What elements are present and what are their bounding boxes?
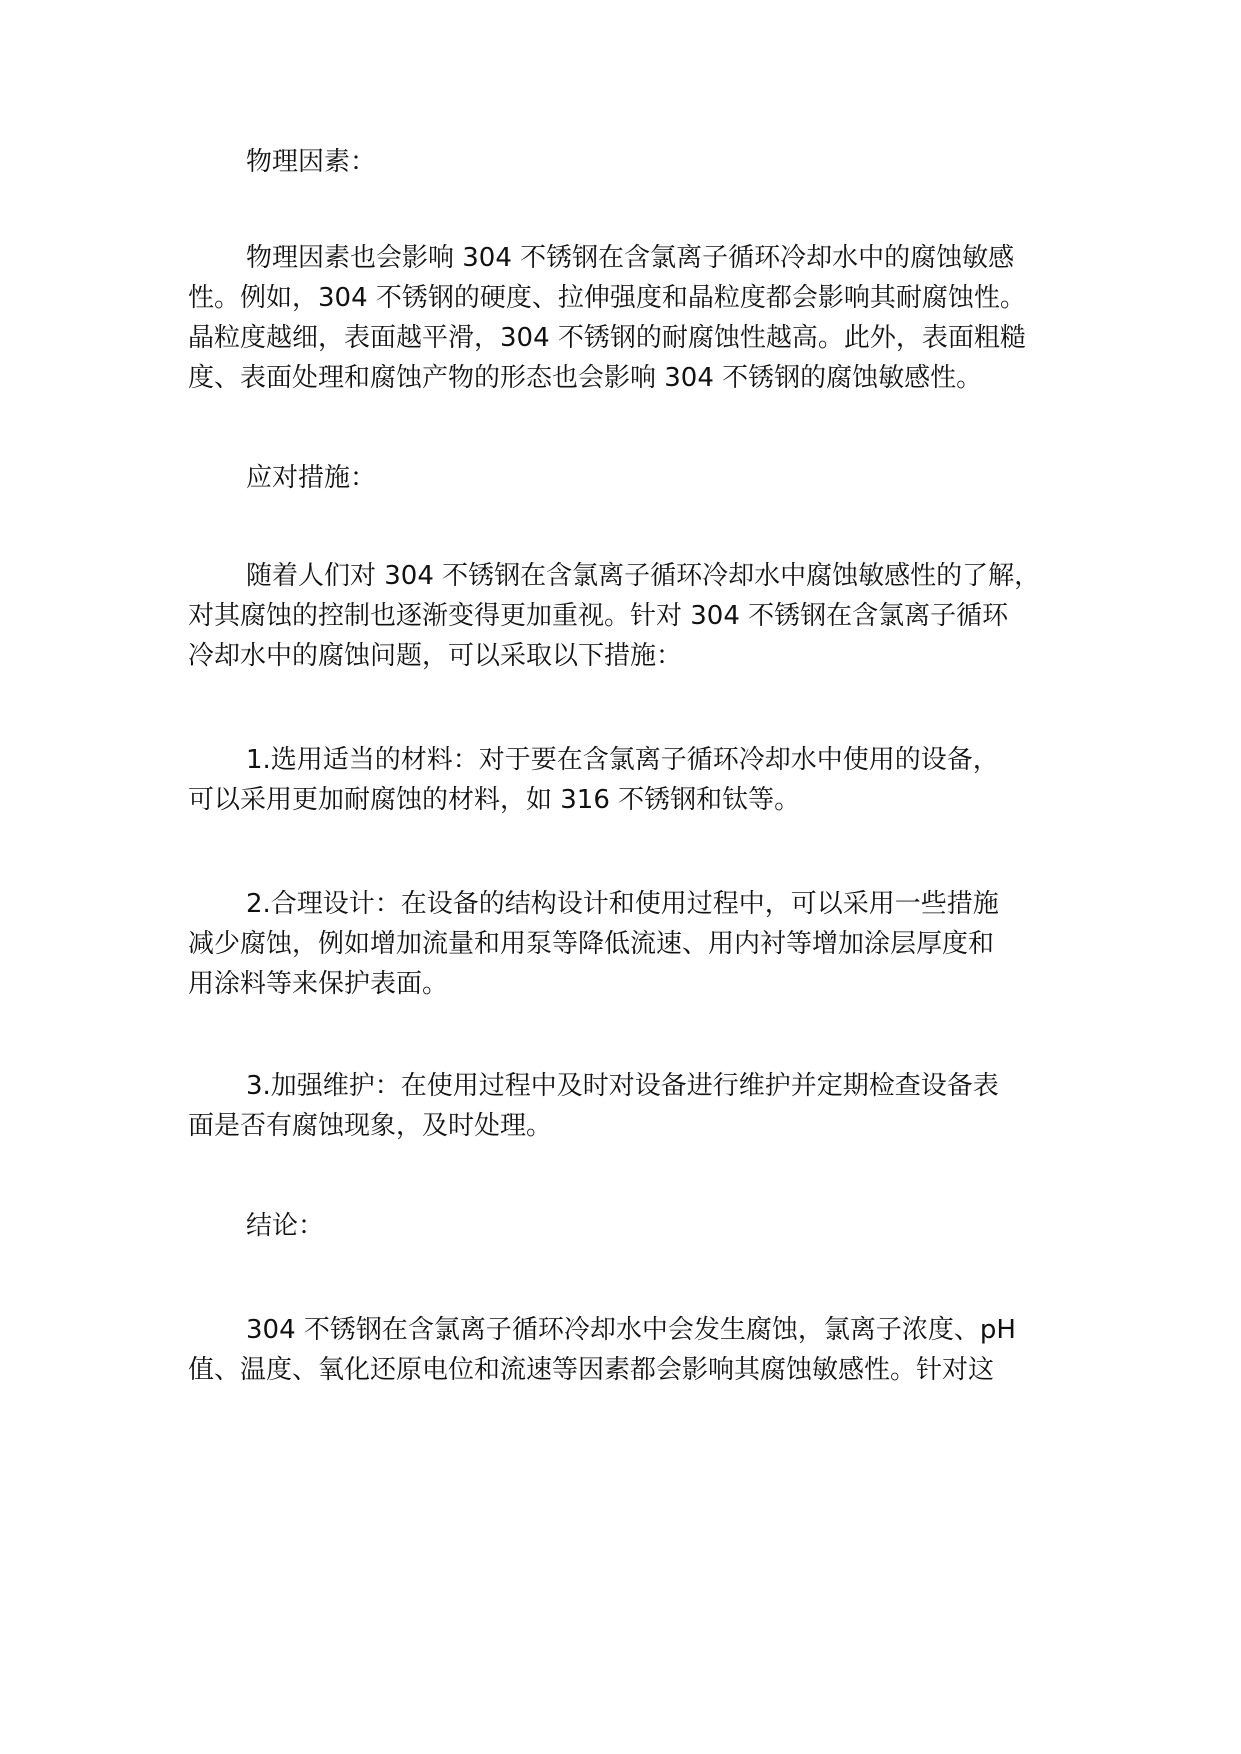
paragraph-line: 减少腐蚀，例如增加流量和用泵等降低流速、用内衬等增加涂层厚度和 — [188, 929, 995, 959]
heading-physical-factors — [188, 142, 1088, 182]
list-item-maintenance — [188, 1066, 1088, 1146]
paragraph-line: 值、温度、氧化还原电位和流速等因素都会影响其腐蚀敏感性。针对这 — [188, 1355, 995, 1385]
paragraph-line: 晶粒度越细，表面越平滑，304 不锈钢的耐腐蚀性越高。此外，表面粗糙 — [188, 323, 1026, 353]
paragraph-line: 随着人们对 304 不锈钢在含氯离子循环冷却水中腐蚀敏感性的了解， — [246, 561, 1041, 591]
heading-conclusion — [188, 1206, 1088, 1246]
paragraph-line: 应对措施： — [246, 463, 377, 493]
paragraph-line: 性。例如，304 不锈钢的硬度、拉伸强度和晶粒度都会影响其耐腐蚀性。 — [188, 283, 1026, 313]
paragraph-line: 冷却水中的腐蚀问题，可以采取以下措施： — [188, 641, 683, 671]
paragraph-line: 用涂料等来保护表面。 — [188, 969, 449, 999]
paragraph-line: 3.加强维护：在使用过程中及时对设备进行维护并定期检查设备表 — [246, 1071, 999, 1101]
paragraph-line: 面是否有腐蚀现象，及时处理。 — [188, 1111, 553, 1141]
paragraph-line: 物理因素也会影响 304 不锈钢在含氯离子循环冷却水中的腐蚀敏感 — [246, 243, 1015, 273]
paragraph-line: 结论： — [246, 1211, 325, 1241]
paragraph-line: 可以采用更加耐腐蚀的材料，如 316 不锈钢和钛等。 — [188, 785, 801, 815]
paragraph-line: 物理因素： — [246, 147, 377, 177]
paragraph-line: 度、表面处理和腐蚀产物的形态也会影响 304 不锈钢的腐蚀敏感性。 — [188, 363, 983, 393]
paragraph-line: 2.合理设计：在设备的结构设计和使用过程中，可以采用一些措施 — [246, 889, 999, 919]
paragraph-countermeasures-intro — [188, 556, 1088, 676]
paragraph-line: 对其腐蚀的控制也逐渐变得更加重视。针对 304 不锈钢在含氯离子循环 — [188, 601, 1009, 631]
paragraph-conclusion — [188, 1310, 1088, 1390]
heading-countermeasures — [188, 458, 1088, 498]
paragraph-line: 304 不锈钢在含氯离子循环冷却水中会发生腐蚀，氯离子浓度、pH — [246, 1315, 1016, 1345]
paragraph-physical-factors — [188, 238, 1088, 398]
paragraph-line: 1.选用适当的材料：对于要在含氯离子循环冷却水中使用的设备， — [246, 745, 999, 775]
list-item-material — [188, 740, 1088, 820]
list-item-design — [188, 884, 1088, 1004]
